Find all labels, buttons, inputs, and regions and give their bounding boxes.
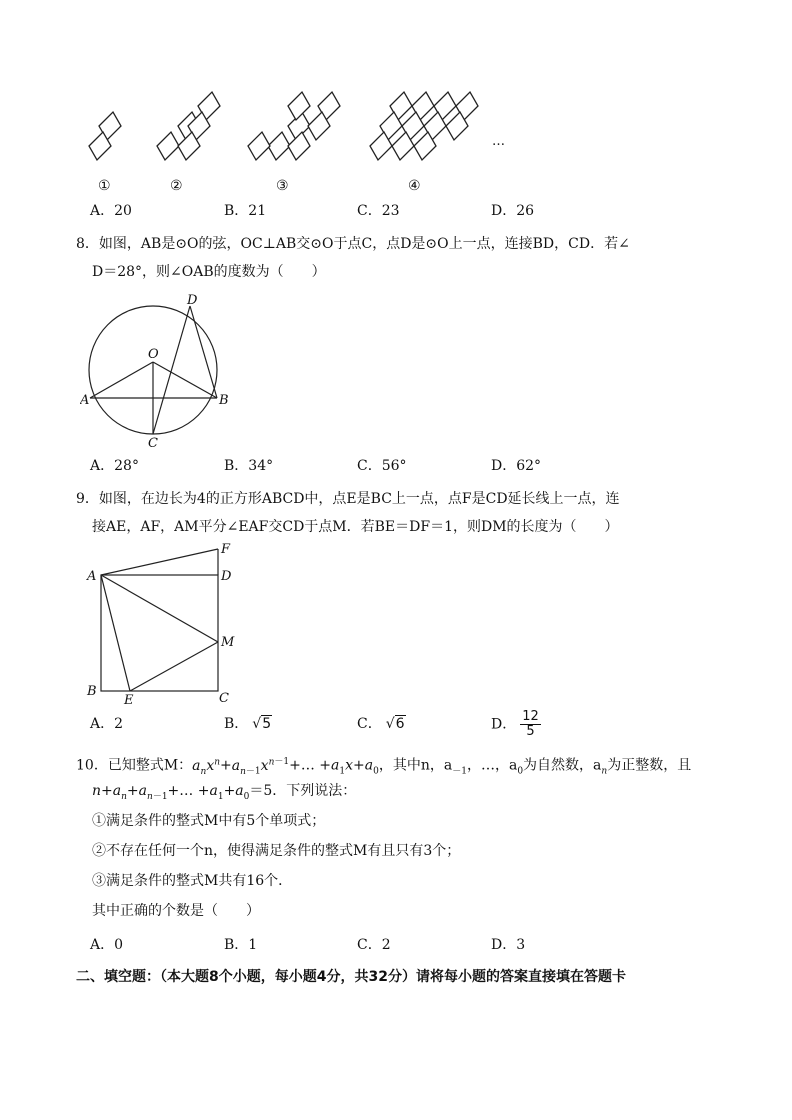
point-a-label: A	[80, 393, 90, 408]
q9-text-line-2: 接AE，AF，AM平分∠EAF交CD于点M．若BE＝DF＝1，则DM的长度为（ ）	[92, 519, 619, 535]
figure-label-4: ④	[408, 178, 421, 194]
sqrt-6: √6	[385, 716, 405, 732]
point-o-label: O	[148, 347, 159, 362]
statement-1: ①满足条件的整式M中有5个单项式；	[92, 813, 326, 829]
point-d-label: D	[187, 293, 198, 308]
q7-option-c[interactable]: C．23	[357, 203, 400, 219]
q9-option-c[interactable]: C． √6	[357, 716, 405, 732]
q9-text-line-1: 9．如图，在边长为4的正方形ABCD中，点E是BC上一点，点F是CD延长线上一点，连	[76, 491, 620, 507]
q10-option-a[interactable]: A．0	[90, 937, 124, 953]
point-f-label: F	[221, 542, 231, 557]
sqrt-5: √5	[252, 716, 272, 732]
q10-question: 其中正确的个数是（ ）	[92, 903, 260, 919]
pattern-4	[370, 92, 478, 160]
pattern-ellipsis: …	[492, 134, 505, 149]
circle-diagram	[80, 290, 230, 450]
section-2-heading: 二、填空题：（本大题8个小题，每小题4分，共32分）请将每小题的答案直接填在答题卡	[76, 969, 626, 985]
point-c-label: C	[148, 436, 158, 450]
square-diagram	[84, 540, 244, 706]
pattern-2	[157, 92, 220, 160]
q10-text-line-2: $n+a_n+a_{n-1}+\dots +a_1+a_0=5$．下列说法：	[92, 783, 357, 802]
rhombus-pattern-figure	[80, 88, 520, 168]
q8-text-line-2: D＝28°，则∠OAB的度数为（ ）	[92, 264, 326, 280]
q9-option-b[interactable]: B． √5	[224, 716, 272, 732]
figure-label-1: ①	[98, 178, 111, 194]
q10-option-b[interactable]: B．1	[224, 937, 258, 953]
q7-option-b[interactable]: B．21	[224, 203, 267, 219]
point-c-label: C	[219, 691, 229, 706]
point-b-label: B	[219, 393, 229, 408]
point-b-label: B	[87, 684, 97, 699]
q10-option-d[interactable]: D．3	[491, 937, 526, 953]
q8-option-c[interactable]: C．56°	[357, 458, 407, 474]
q7-option-d[interactable]: D．26	[491, 203, 535, 219]
q9-option-d[interactable]: D． $\frac{12}{5}$	[491, 709, 539, 739]
point-d-label: D	[221, 569, 232, 584]
fraction-12-5: $\frac{12}{5}$	[522, 709, 539, 739]
pattern-3	[248, 92, 340, 160]
statement-2: ②不存在任何一个n，使得满足条件的整式M有且只有3个；	[92, 843, 461, 859]
pattern-1	[89, 112, 121, 160]
figure-label-3: ③	[276, 178, 289, 194]
figure-label-2: ②	[170, 178, 183, 194]
q8-option-d[interactable]: D．62°	[491, 458, 542, 474]
statement-3: ③满足条件的整式M共有16个．	[92, 873, 293, 889]
q9-option-a[interactable]: A．2	[90, 716, 124, 732]
point-a-label: A	[87, 569, 97, 584]
q8-option-b[interactable]: B．34°	[224, 458, 274, 474]
q10-text-line-1: 10．已知整式M：$a_nx^n+a_{n-1}x^{n-1}+\dots +a_1x+a_0$，其中n，$a_{-1}$，…，$a_0$为自然数，$a_n$为正整数，且	[76, 757, 692, 777]
q7-option-a[interactable]: A．20	[90, 203, 132, 219]
q8-text-line-1: 8．如图，AB是⊙O的弦，OC⊥AB交⊙O于点C，点D是⊙O上一点，连接BD，CD．若∠	[76, 236, 630, 252]
q10-option-c[interactable]: C．2	[357, 937, 391, 953]
point-m-label: M	[221, 635, 235, 650]
point-e-label: E	[124, 693, 134, 706]
q8-option-a[interactable]: A．28°	[90, 458, 139, 474]
